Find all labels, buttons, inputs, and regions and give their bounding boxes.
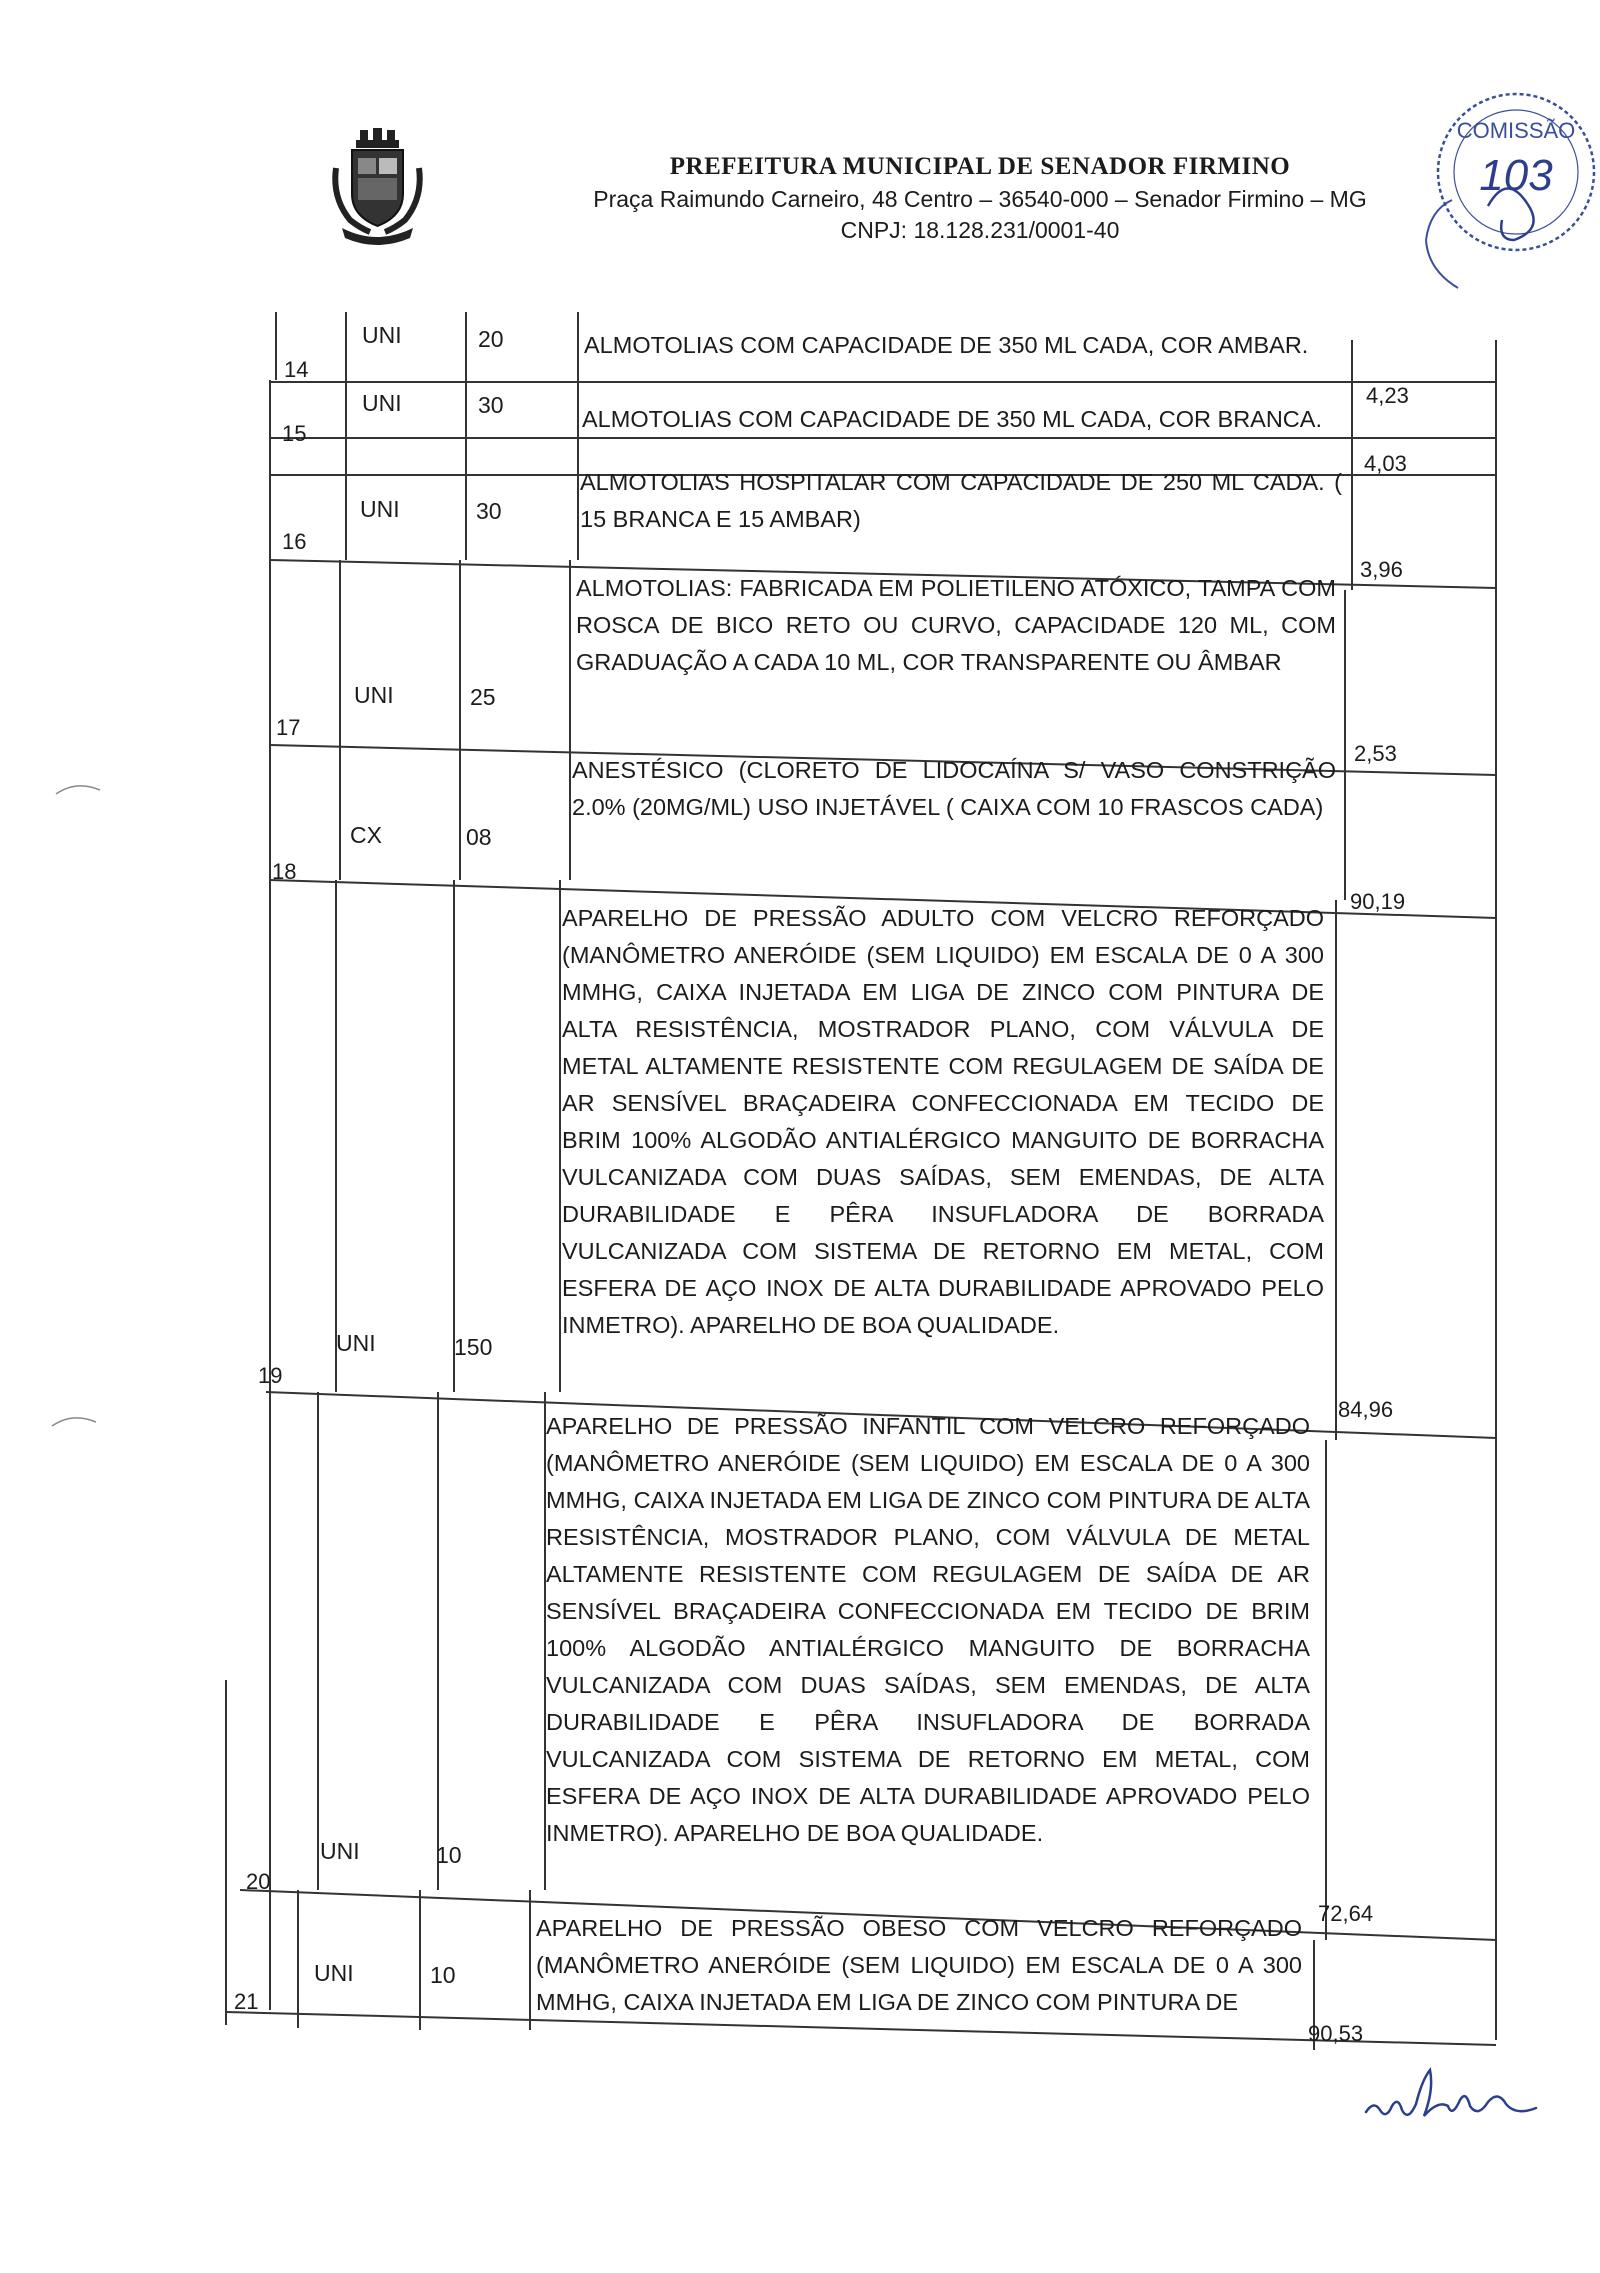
description-cell: APARELHO DE PRESSÃO ADULTO COM VELCRO REFORÇADO (MANÔMETRO ANERÓIDE (SEM LIQUIDO) EM ESCALA DE 0 A 300 MMHG, CAIXA INJETADA EM LIGA DE ZINCO COM PINTURA DE ALTA RESISTÊNCIA, MOSTRADOR PLANO, COM VÁLVULA DE METAL ALTAMENTE RESISTENTE COM REGULAGEM DE SAÍDA DE AR SENSÍVEL BRAÇADEIRA CONFECCIONADA EM TECIDO DE BRIM 100% ALGODÃO ANTIALÉRGICO MANGUITO DE BORRACHA VULCANIZADA COM DUAS SAÍDAS, SEM EMENDAS, DE ALTA DURABILIDADE E PÊRA INSUFLADORA DE BORRADA VULCANIZADA COM SISTEMA DE RETORNO EM METAL, COM ESFERA DE AÇO INOX DE ALTA DURABILIDADE APROVADO PELO INMETRO). APARELHO DE BOA QUALIDADE.: [562, 905, 1324, 1338]
organization-address: Praça Raimundo Carneiro, 48 Centro – 36540-000 – Senador Firmino – MG: [593, 186, 1367, 212]
description-cell: ALMOTOLIAS HOSPITALAR COM CAPACIDADE DE 250 ML CADA. ( 15 BRANCA E 15 AMBAR): [580, 469, 1342, 532]
description-cell: APARELHO DE PRESSÃO INFANTIL COM VELCRO REFORÇADO (MANÔMETRO ANERÓIDE (SEM LIQUIDO) EM ESCALA DE 0 A 300 MMHG, CAIXA INJETADA EM LIGA DE ZINCO COM PINTURA DE ALTA RESISTÊNCIA, MOSTRADOR PLANO, COM VÁLVULA DE METAL ALTAMENTE RESISTENTE COM REGULAGEM DE SAÍDA DE AR SENSÍVEL BRAÇADEIRA CONFECCIONADA EM TECIDO DE BRIM 100% ALGODÃO ANTIALÉRGICO MANGUITO DE BORRACHA VULCANIZADA COM DUAS SAÍDAS, SEM EMENDAS, DE ALTA DURABILIDADE E PÊRA INSUFLADORA DE BORRADA VULCANIZADA COM SISTEMA DE RETORNO EM METAL, COM ESFERA DE AÇO INOX DE ALTA DURABILIDADE APROVADO PELO INMETRO). APARELHO DE BOA QUALIDADE.: [546, 1413, 1310, 1846]
item-number: 18: [272, 859, 297, 884]
margin-mark: [54, 778, 104, 798]
quantity-cell: 25: [470, 684, 496, 710]
unit-cell: UNI: [354, 682, 394, 708]
quantity-cell: 150: [454, 1334, 493, 1360]
unit-cell: UNI: [362, 390, 402, 416]
description-cell: ALMOTOLIAS: FABRICADA EM POLIETILENO ATÓXICO, TAMPA COM ROSCA DE BICO RETO OU CURVO, CAPACIDADE 120 ML, COM GRADUAÇÃO A CADA 10 ML, COR TRANSPARENTE OU ÂMBAR: [576, 575, 1336, 675]
price-cell: 2,53: [1354, 741, 1397, 766]
price-cell: 72,64: [1318, 1901, 1374, 1926]
item-number: 14: [284, 357, 309, 382]
description-cell: ALMOTOLIAS COM CAPACIDADE DE 350 ML CADA, COR AMBAR.: [584, 332, 1309, 358]
item-number: 21: [234, 1989, 259, 2014]
quantity-cell: 10: [430, 1962, 456, 1988]
unit-cell: UNI: [314, 1960, 354, 1986]
item-number: 20: [246, 1869, 271, 1894]
price-cell: 3,96: [1360, 557, 1403, 582]
price-cell: 90,19: [1350, 889, 1406, 914]
quantity-cell: 30: [478, 392, 504, 418]
organization-cnpj: CNPJ: 18.128.231/0001-40: [840, 217, 1120, 243]
handwritten-signature: [1360, 2060, 1540, 2140]
quantity-cell: 20: [478, 326, 504, 352]
quantity-cell: 10: [436, 1842, 462, 1868]
stamp-label: COMISSÃO: [1456, 118, 1576, 143]
stamp-number: 103: [1479, 151, 1553, 200]
quantity-cell: 08: [466, 824, 492, 850]
quantity-cell: 30: [476, 498, 502, 524]
description-cell: ANESTÉSICO (CLORETO DE LIDOCAÍNA S/ VASO CONSTRIÇÃO 2.0% (20MG/ML) USO INJETÁVEL ( CAIXA COM 10 FRASCOS CADA): [572, 757, 1336, 820]
unit-cell: CX: [350, 822, 382, 848]
price-cell: 4,23: [1366, 383, 1409, 408]
price-cell: 84,96: [1338, 1397, 1394, 1422]
unit-cell: UNI: [336, 1330, 376, 1356]
item-number: 16: [282, 529, 307, 554]
item-number: 15: [282, 421, 307, 446]
description-cell: ALMOTOLIAS COM CAPACIDADE DE 350 ML CADA, COR BRANCA.: [582, 406, 1322, 432]
unit-cell: UNI: [360, 496, 400, 522]
description-cell: APARELHO DE PRESSÃO OBESO COM VELCRO REFORÇADO (MANÔMETRO ANERÓIDE (SEM LIQUIDO) EM ESCALA DE 0 A 300 MMHG, CAIXA INJETADA EM LIGA DE ZINCO COM PINTURA DE: [536, 1915, 1302, 2015]
unit-cell: UNI: [362, 322, 402, 348]
price-cell: 4,03: [1364, 451, 1407, 476]
item-number: 19: [258, 1363, 283, 1388]
margin-mark: [50, 1410, 100, 1430]
item-number: 17: [276, 715, 301, 740]
price-cell: 90,53: [1308, 2021, 1364, 2046]
unit-cell: UNI: [320, 1838, 360, 1864]
organization-name: PREFEITURA MUNICIPAL DE SENADOR FIRMINO: [669, 153, 1291, 180]
